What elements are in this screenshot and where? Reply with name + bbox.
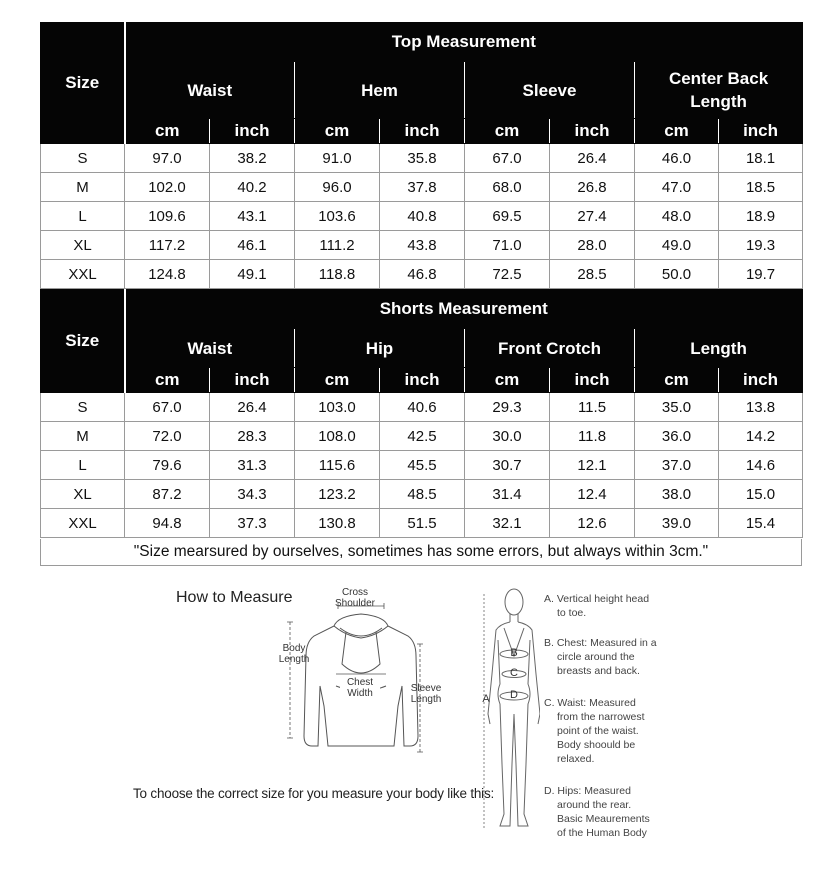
value-cell: 51.5 — [380, 509, 465, 538]
table-row — [41, 144, 803, 173]
sleeve-length-label — [404, 683, 448, 705]
value-cell: 43.8 — [380, 231, 465, 260]
marker-c: C — [510, 667, 518, 679]
legend-a — [544, 592, 664, 620]
value-cell: 18.1 — [719, 144, 803, 173]
size-cell: XXL — [41, 509, 125, 538]
group-header: Hem — [295, 62, 465, 119]
value-cell: 26.4 — [550, 144, 635, 173]
marker-a: A — [482, 693, 490, 705]
value-cell: 15.0 — [719, 480, 803, 509]
value-cell: 109.6 — [125, 202, 210, 231]
value-cell: 103.6 — [295, 202, 380, 231]
value-cell: 103.0 — [295, 393, 380, 422]
label-line: Length — [410, 694, 442, 705]
value-cell: 19.3 — [719, 231, 803, 260]
value-cell: 123.2 — [295, 480, 380, 509]
legend-line: point of the waist. — [557, 725, 639, 737]
value-cell: 36.0 — [635, 422, 719, 451]
value-cell: 34.3 — [210, 480, 295, 509]
legend-line: of the Human Body — [557, 827, 647, 839]
size-cell: XXL — [41, 260, 125, 289]
label-line: Cross — [341, 587, 369, 598]
value-cell: 26.4 — [210, 393, 295, 422]
size-cell: L — [41, 202, 125, 231]
unit-header: inch — [210, 119, 295, 144]
legend-line: B. Chest: Measured in a — [544, 637, 657, 649]
value-cell: 67.0 — [465, 144, 550, 173]
group-header: Waist — [125, 329, 295, 368]
value-cell: 46.1 — [210, 231, 295, 260]
value-cell: 124.8 — [125, 260, 210, 289]
value-cell: 12.6 — [550, 509, 635, 538]
value-cell: 15.4 — [719, 509, 803, 538]
legend-line: D. Hips: Measured — [544, 785, 631, 797]
value-cell: 50.0 — [635, 260, 719, 289]
value-cell: 111.2 — [295, 231, 380, 260]
table-row — [41, 422, 803, 451]
value-cell: 72.0 — [125, 422, 210, 451]
value-cell: 40.8 — [380, 202, 465, 231]
unit-header: cm — [635, 119, 719, 144]
value-cell: 31.3 — [210, 451, 295, 480]
table-row — [41, 260, 803, 289]
label-line: Chest — [346, 677, 374, 688]
label-line: Length — [278, 654, 310, 665]
value-cell: 35.0 — [635, 393, 719, 422]
value-cell: 32.1 — [465, 509, 550, 538]
table-title: Top Measurement — [125, 23, 803, 62]
value-cell: 28.0 — [550, 231, 635, 260]
unit-header: inch — [550, 119, 635, 144]
label-line: Shoulder — [334, 598, 376, 609]
legend-b — [544, 636, 664, 678]
legend-d — [544, 784, 664, 840]
group-header: Length — [635, 329, 803, 368]
size-cell: S — [41, 393, 125, 422]
table-row — [41, 393, 803, 422]
value-cell: 40.6 — [380, 393, 465, 422]
value-cell: 87.2 — [125, 480, 210, 509]
value-cell: 35.8 — [380, 144, 465, 173]
value-cell: 31.4 — [465, 480, 550, 509]
legend-line: circle around the — [557, 651, 635, 663]
marker-d: D — [510, 689, 518, 701]
unit-header: inch — [210, 368, 295, 393]
value-cell: 27.4 — [550, 202, 635, 231]
group-header: Waist — [125, 62, 295, 119]
value-cell: 14.2 — [719, 422, 803, 451]
value-cell: 91.0 — [295, 144, 380, 173]
unit-header: inch — [719, 368, 803, 393]
unit-header: inch — [380, 119, 465, 144]
value-cell: 49.0 — [635, 231, 719, 260]
value-cell: 42.5 — [380, 422, 465, 451]
value-cell: 97.0 — [125, 144, 210, 173]
table-row — [41, 451, 803, 480]
label-line: Body — [282, 643, 306, 654]
table-row — [41, 202, 803, 231]
table-row — [41, 173, 803, 202]
top-measurement-table — [40, 22, 803, 289]
value-cell: 117.2 — [125, 231, 210, 260]
value-cell: 115.6 — [295, 451, 380, 480]
size-header: Size — [41, 23, 125, 144]
size-cell: XL — [41, 231, 125, 260]
value-cell: 69.5 — [465, 202, 550, 231]
label-line: Sleeve — [410, 683, 442, 694]
label-line: Width — [347, 688, 373, 699]
size-cell: S — [41, 144, 125, 173]
value-cell: 39.0 — [635, 509, 719, 538]
value-cell: 108.0 — [295, 422, 380, 451]
how-to-measure-title: How to Measure — [176, 589, 293, 606]
legend-line: A. Vertical height head — [544, 593, 650, 605]
value-cell: 12.1 — [550, 451, 635, 480]
value-cell: 130.8 — [295, 509, 380, 538]
value-cell: 102.0 — [125, 173, 210, 202]
legend-line: C. Waist: Measured — [544, 697, 636, 709]
table-row — [41, 509, 803, 538]
value-cell: 28.3 — [210, 422, 295, 451]
unit-header: inch — [719, 119, 803, 144]
shirt-diagram-illustration — [276, 586, 446, 756]
size-header: Size — [41, 290, 125, 393]
value-cell: 72.5 — [465, 260, 550, 289]
value-cell: 48.5 — [380, 480, 465, 509]
value-cell: 11.8 — [550, 422, 635, 451]
marker-b: B — [510, 647, 518, 659]
value-cell: 68.0 — [465, 173, 550, 202]
choose-size-instruction: To choose the correct size for you measure your body like this: — [133, 786, 495, 801]
value-cell: 38.2 — [210, 144, 295, 173]
value-cell: 79.6 — [125, 451, 210, 480]
value-cell: 12.4 — [550, 480, 635, 509]
group-header: Front Crotch — [465, 329, 635, 368]
table-title: Shorts Measurement — [125, 290, 803, 329]
value-cell: 49.1 — [210, 260, 295, 289]
group-header: Hip — [295, 329, 465, 368]
legend-line: breasts and back. — [557, 665, 640, 677]
value-cell: 71.0 — [465, 231, 550, 260]
unit-header: cm — [125, 119, 210, 144]
value-cell: 47.0 — [635, 173, 719, 202]
value-cell: 48.0 — [635, 202, 719, 231]
legend-line: to toe. — [557, 607, 587, 619]
value-cell: 26.8 — [550, 173, 635, 202]
group-header: Center Back Length — [635, 62, 803, 119]
legend-line: Basic Meaurements — [557, 813, 650, 825]
unit-header: cm — [125, 368, 210, 393]
value-cell: 37.3 — [210, 509, 295, 538]
unit-header: cm — [295, 368, 380, 393]
value-cell: 46.0 — [635, 144, 719, 173]
size-cell: XL — [41, 480, 125, 509]
size-cell: M — [41, 173, 125, 202]
group-header: Sleeve — [465, 62, 635, 119]
unit-header: cm — [635, 368, 719, 393]
value-cell: 96.0 — [295, 173, 380, 202]
value-cell: 18.5 — [719, 173, 803, 202]
legend-line: from the narrowest — [557, 711, 645, 723]
unit-header: cm — [465, 119, 550, 144]
unit-header: cm — [295, 119, 380, 144]
value-cell: 40.2 — [210, 173, 295, 202]
unit-header: inch — [380, 368, 465, 393]
size-cell: M — [41, 422, 125, 451]
value-cell: 45.5 — [380, 451, 465, 480]
value-cell: 28.5 — [550, 260, 635, 289]
value-cell: 29.3 — [465, 393, 550, 422]
unit-header: inch — [550, 368, 635, 393]
legend-line: relaxed. — [557, 753, 595, 765]
body-length-label — [274, 643, 314, 665]
body-figure-illustration — [478, 584, 540, 834]
value-cell: 37.0 — [635, 451, 719, 480]
value-cell: 46.8 — [380, 260, 465, 289]
value-cell: 43.1 — [210, 202, 295, 231]
value-cell: 18.9 — [719, 202, 803, 231]
unit-header: cm — [465, 368, 550, 393]
legend-c — [544, 696, 664, 766]
table-row — [41, 231, 803, 260]
value-cell: 118.8 — [295, 260, 380, 289]
chest-width-label — [340, 677, 380, 699]
measurement-note: "Size mearsured by ourselves, sometimes has some errors, but always within 3cm." — [40, 539, 802, 566]
value-cell: 14.6 — [719, 451, 803, 480]
size-cell: L — [41, 451, 125, 480]
value-cell: 37.8 — [380, 173, 465, 202]
table-row — [41, 480, 803, 509]
value-cell: 30.7 — [465, 451, 550, 480]
shorts-measurement-table — [40, 289, 803, 538]
legend-line: around the rear. — [557, 799, 632, 811]
legend-line: Body shoould be — [557, 739, 636, 751]
value-cell: 19.7 — [719, 260, 803, 289]
value-cell: 30.0 — [465, 422, 550, 451]
value-cell: 67.0 — [125, 393, 210, 422]
value-cell: 11.5 — [550, 393, 635, 422]
value-cell: 13.8 — [719, 393, 803, 422]
cross-shoulder-label — [330, 587, 380, 609]
value-cell: 94.8 — [125, 509, 210, 538]
value-cell: 38.0 — [635, 480, 719, 509]
